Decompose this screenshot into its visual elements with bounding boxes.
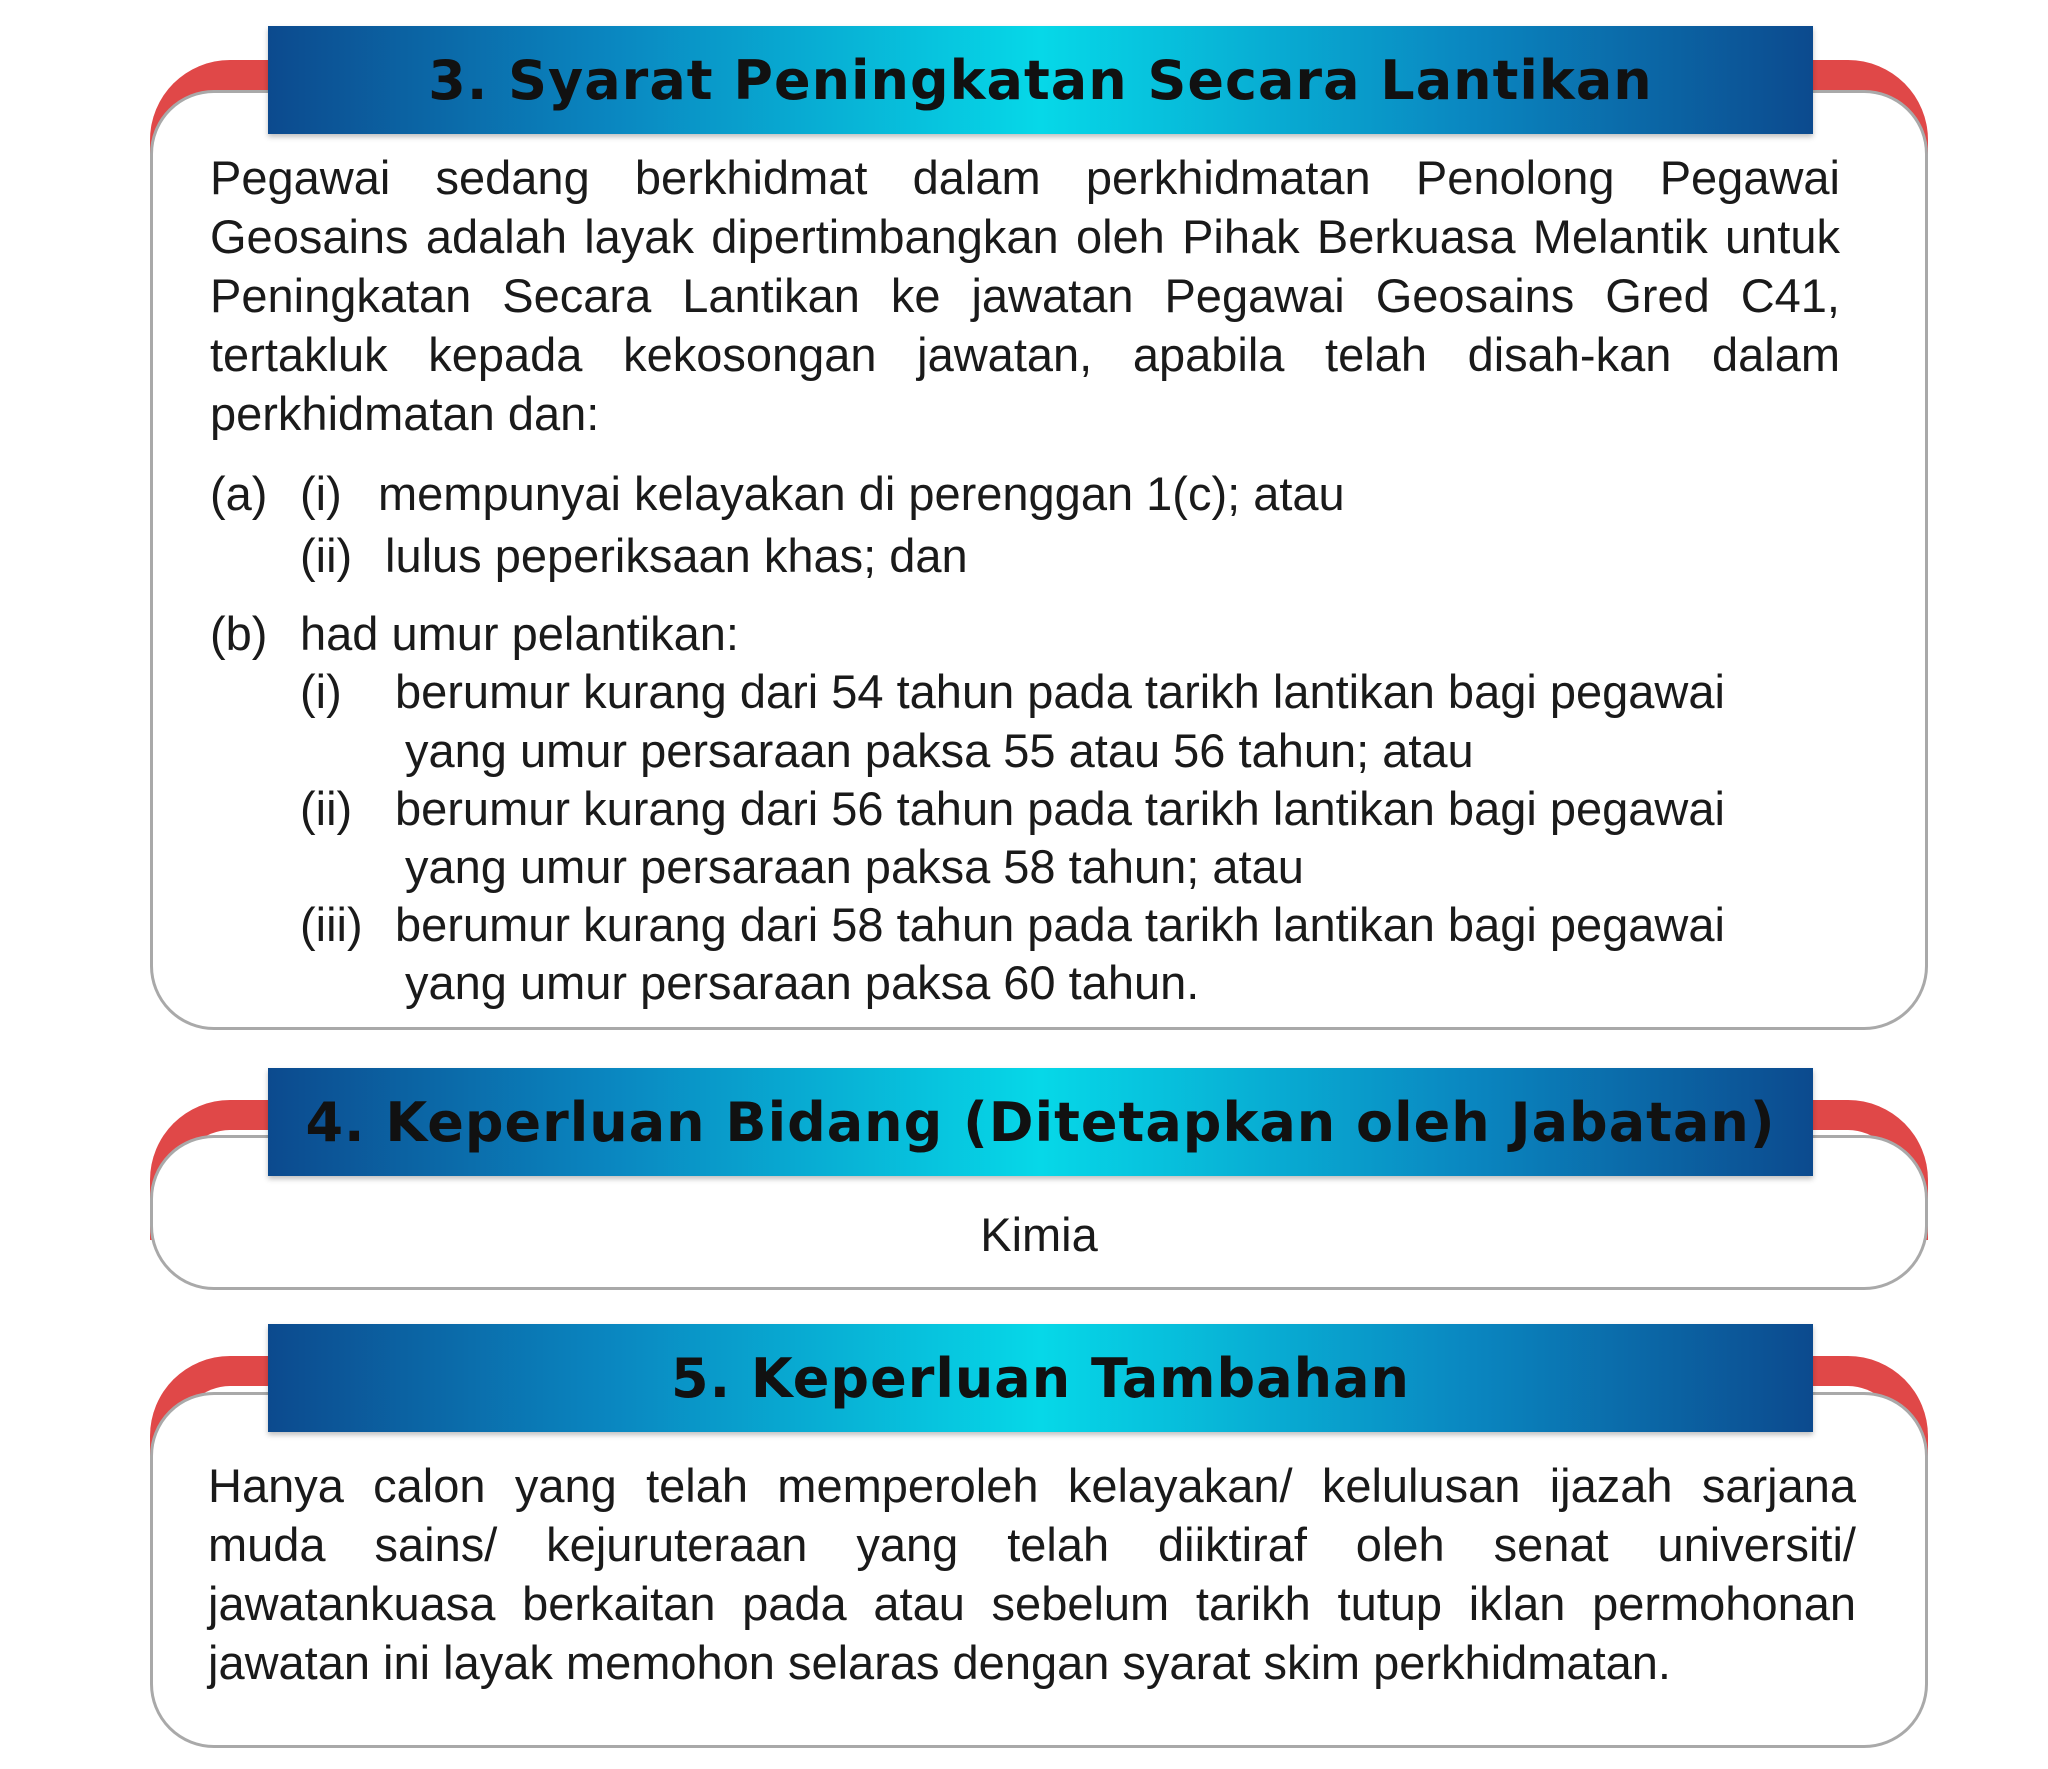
section-3-intro: Pegawai sedang berkhidmat dalam perkhidmatan Penolong Pegawai Geosains adalah layak dipertimbangkan oleh Pihak Berkuasa Melantik untuk Peningkatan Secara Lantikan ke jawatan Pegawai Geosains Gred C41, tertakluk kepada kekosongan jawatan, apabila telah disah-kan dalam perkhidmatan dan: [210, 151, 1840, 440]
item-a-ii-label: (ii) [300, 529, 353, 582]
item-a-i-text: mempunyai kelayakan di perenggan 1(c); atau [378, 467, 1345, 520]
section-5-title: 5. Keperluan Tambahan [671, 1346, 1410, 1410]
item-b-i-label: (i) [300, 665, 342, 718]
item-b-text: had umur pelantikan: [300, 607, 739, 660]
item-b-label: (b) [210, 607, 268, 660]
section-4-title: 4. Keperluan Bidang (Ditetapkan oleh Jabatan) [305, 1090, 1776, 1154]
section-5-content: Hanya calon yang telah memperoleh kelayakan/ kelulusan ijazah sarjana muda sains/ kejuruteraan yang telah diiktiraf oleh senat universiti/ jawatankuasa berkaitan pada atau sebelum tarikh tutup iklan permohonan jawatan ini layak memohon selaras dengan syarat skim perkhidmatan. [208, 1459, 1856, 1689]
section-5-banner [268, 1324, 1813, 1432]
item-a-label: (a) [210, 467, 268, 520]
item-b-ii-line1: berumur kurang dari 56 tahun pada tarikh lantikan bagi pegawai [395, 782, 1725, 835]
item-b-ii-line2: yang umur persaraan paksa 58 tahun; atau [405, 840, 1304, 893]
item-b-i-line1: berumur kurang dari 54 tahun pada tarikh lantikan bagi pegawai [395, 665, 1725, 718]
item-b-iii-line2: yang umur persaraan paksa 60 tahun. [405, 956, 1200, 1009]
section-3-title: 3. Syarat Peningkatan Secara Lantikan [428, 48, 1653, 112]
item-b-i-line2: yang umur persaraan paksa 55 atau 56 tahun; atau [405, 724, 1474, 777]
item-a-ii-text: lulus peperiksaan khas; dan [385, 529, 968, 582]
item-a-i-label: (i) [300, 467, 342, 520]
item-b-iii-label: (iii) [300, 898, 363, 951]
item-b-ii-label: (ii) [300, 782, 353, 835]
item-b-iii-line1: berumur kurang dari 58 tahun pada tarikh lantikan bagi pegawai [395, 898, 1725, 951]
section-4-content: Kimia [980, 1208, 1098, 1261]
